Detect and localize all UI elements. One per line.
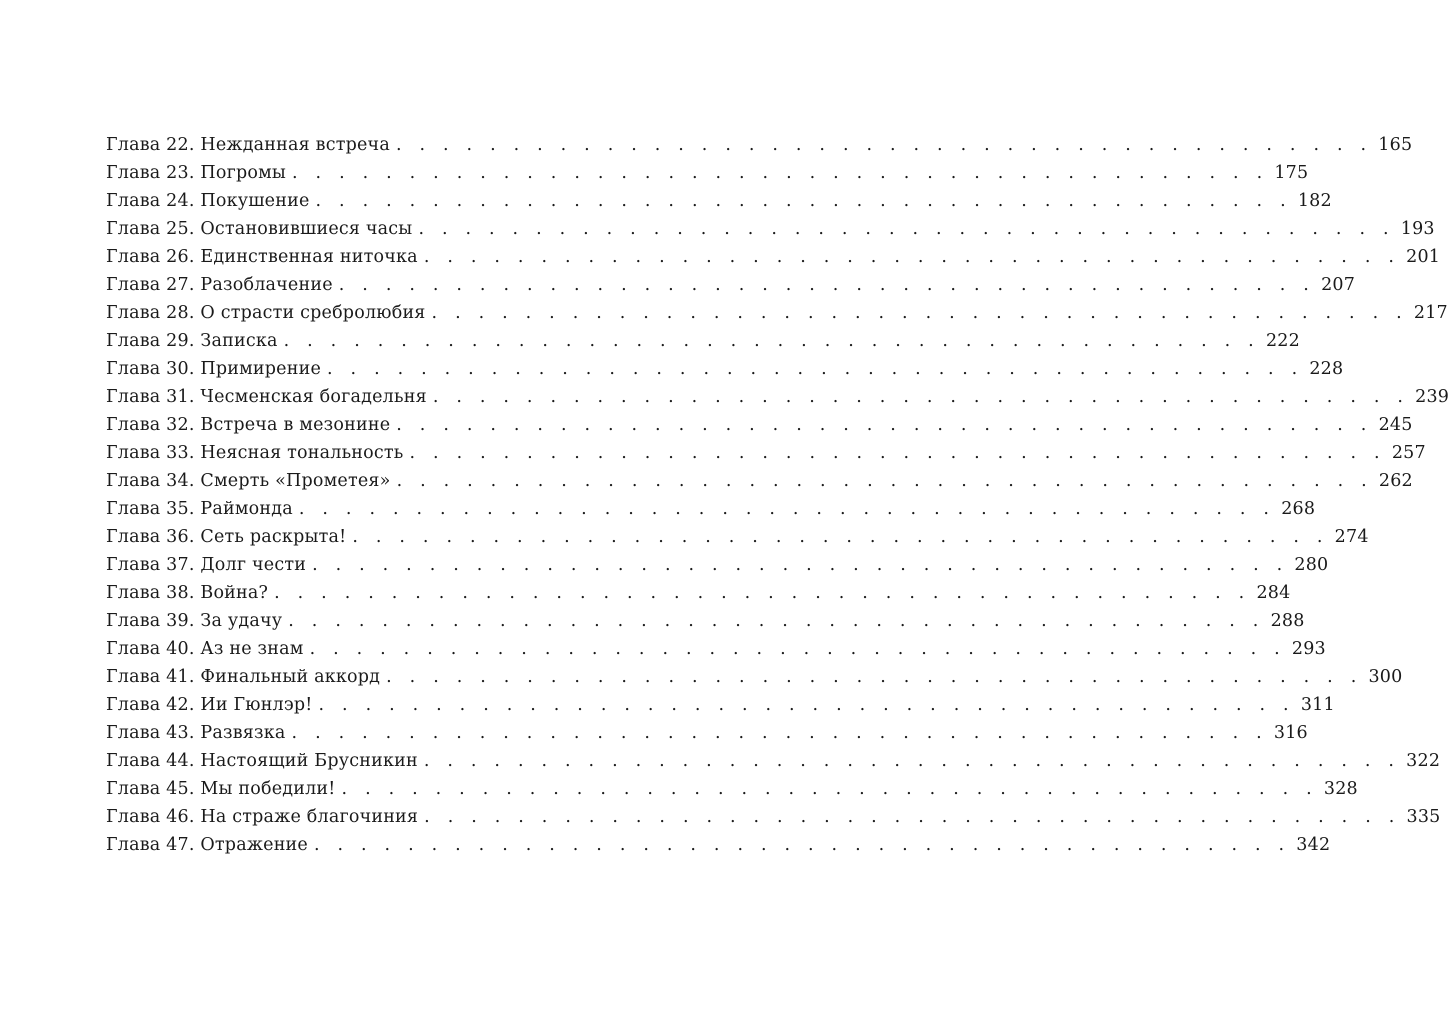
- toc-entry-page: 328: [1323, 779, 1358, 799]
- toc-entry-title: Глава 45. Мы победили!: [106, 779, 336, 799]
- dot-leader: . . . . . . . . . . . . . . . . . . . . . . . . . . . . . . . . . . . . . . . . . .: [423, 247, 1401, 267]
- toc-entry-title: Глава 30. Примирение: [106, 359, 322, 379]
- toc-entry-title: Глава 44. Настоящий Брусникин: [106, 751, 418, 771]
- toc-entry-page: 274: [1334, 527, 1369, 547]
- toc-entry-page: 217: [1413, 303, 1448, 323]
- toc-entry-page: 322: [1406, 751, 1441, 771]
- dot-leader: . . . . . . . . . . . . . . . . . . . . . . . . . . . . . . . . . . . . . . . . . .: [418, 219, 1395, 239]
- toc-entry-title: Глава 28. О страсти сребролюбия: [106, 303, 426, 323]
- toc-entry[interactable]: [106, 523, 1369, 551]
- toc-entry[interactable]: [106, 495, 1316, 523]
- toc-entry[interactable]: [106, 635, 1326, 663]
- toc-entry-page: 311: [1300, 695, 1335, 715]
- toc-entry[interactable]: [106, 831, 1331, 859]
- dot-leader: . . . . . . . . . . . . . . . . . . . . . . . . . . . . . . . . . . . . . . . . . .: [291, 723, 1268, 743]
- toc-entry-title: Глава 23. Погромы: [106, 163, 287, 183]
- dot-leader: . . . . . . . . . . . . . . . . . . . . . . . . . . . . . . . . . . . . . . . . . .: [352, 527, 1329, 547]
- toc-entry[interactable]: [106, 271, 1356, 299]
- dot-leader: . . . . . . . . . . . . . . . . . . . . . . . . . . . . . . . . . . . . . . . . . .: [315, 191, 1292, 211]
- toc-entry-title: Глава 42. Ии Гюнлэр!: [106, 695, 313, 715]
- toc-entry-page: 284: [1256, 583, 1291, 603]
- toc-entry-page: 207: [1321, 275, 1356, 295]
- dot-leader: . . . . . . . . . . . . . . . . . . . . . . . . . . . . . . . . . . . . . . . . . .: [298, 499, 1276, 519]
- toc-entry-page: 268: [1281, 499, 1316, 519]
- toc-entry-title: Глава 31. Чесменская богадельня: [106, 387, 427, 407]
- dot-leader: . . . . . . . . . . . . . . . . . . . . . . . . . . . . . . . . . . . . . . . . . .: [396, 415, 1373, 435]
- toc-entry[interactable]: [106, 747, 1441, 775]
- toc-entry-title: Глава 24. Покушение: [106, 191, 310, 211]
- toc-entry-page: 165: [1378, 135, 1413, 155]
- dot-leader: . . . . . . . . . . . . . . . . . . . . . . . . . . . . . . . . . . . . . . . . . .: [313, 835, 1291, 855]
- toc-entry-page: 193: [1400, 219, 1435, 239]
- dot-leader: . . . . . . . . . . . . . . . . . . . . . . . . . . . . . . . . . . . . . . . . . .: [396, 471, 1373, 491]
- toc-entry[interactable]: [106, 411, 1413, 439]
- toc-entry-page: 280: [1294, 555, 1329, 575]
- toc-entry-page: 335: [1406, 807, 1441, 827]
- toc-entry[interactable]: [106, 691, 1335, 719]
- toc-entry-page: 288: [1270, 611, 1305, 631]
- toc-entry-title: Глава 39. За удачу: [106, 611, 283, 631]
- toc-entry-title: Глава 41. Финальный аккорд: [106, 667, 381, 687]
- toc-entry[interactable]: [106, 299, 1448, 327]
- toc-entry-title: Глава 33. Неясная тональность: [106, 443, 404, 463]
- toc-entry-page: 182: [1297, 191, 1332, 211]
- toc-entry-page: 175: [1274, 163, 1309, 183]
- toc-entry[interactable]: [106, 355, 1344, 383]
- dot-leader: . . . . . . . . . . . . . . . . . . . . . . . . . . . . . . . . . . . . . . . . . .: [338, 275, 1316, 295]
- toc-entry[interactable]: [106, 439, 1426, 467]
- toc-entry[interactable]: [106, 803, 1441, 831]
- dot-leader: . . . . . . . . . . . . . . . . . . . . . . . . . . . . . . . . . . . . . . . . . .: [318, 695, 1295, 715]
- toc-entry-page: 300: [1368, 667, 1403, 687]
- toc-entry[interactable]: [106, 663, 1403, 691]
- toc-entry-title: Глава 36. Сеть раскрыта!: [106, 527, 347, 547]
- toc-entry[interactable]: [106, 187, 1332, 215]
- toc-entry-page: 222: [1265, 331, 1300, 351]
- dot-leader: . . . . . . . . . . . . . . . . . . . . . . . . . . . . . . . . . . . . . . . . . .: [283, 331, 1260, 351]
- dot-leader: . . . . . . . . . . . . . . . . . . . . . . . . . . . . . . . . . . . . . . . . . .: [309, 639, 1286, 659]
- toc-entry-title: Глава 34. Смерть «Прометея»: [106, 471, 391, 491]
- toc-entry[interactable]: [106, 551, 1329, 579]
- toc-entry-title: Глава 38. Война?: [106, 583, 269, 603]
- dot-leader: . . . . . . . . . . . . . . . . . . . . . . . . . . . . . . . . . . . . . . . . . .: [292, 163, 1269, 183]
- table-of-contents: [106, 131, 1449, 859]
- toc-entry-title: Глава 27. Разоблачение: [106, 275, 333, 295]
- toc-entry-title: Глава 35. Раймонда: [106, 499, 293, 519]
- toc-entry-title: Глава 25. Остановившиеся часы: [106, 219, 413, 239]
- toc-entry-page: 228: [1309, 359, 1344, 379]
- dot-leader: . . . . . . . . . . . . . . . . . . . . . . . . . . . . . . . . . . . . . . . . . .: [424, 807, 1401, 827]
- toc-entry[interactable]: [106, 719, 1308, 747]
- toc-entry[interactable]: [106, 607, 1305, 635]
- toc-entry[interactable]: [106, 243, 1441, 271]
- toc-entry-title: Глава 43. Развязка: [106, 723, 286, 743]
- toc-entry[interactable]: [106, 775, 1358, 803]
- toc-entry[interactable]: [106, 467, 1413, 495]
- toc-entry-page: 239: [1415, 387, 1449, 407]
- dot-leader: . . . . . . . . . . . . . . . . . . . . . . . . . . . . . . . . . . . . . . . . . .: [395, 135, 1373, 155]
- dot-leader: . . . . . . . . . . . . . . . . . . . . . . . . . . . . . . . . . . . . . . . . . .: [386, 667, 1363, 687]
- toc-entry-title: Глава 40. Аз не знам: [106, 639, 304, 659]
- toc-entry-page: 201: [1406, 247, 1441, 267]
- toc-entry[interactable]: [106, 159, 1309, 187]
- dot-leader: . . . . . . . . . . . . . . . . . . . . . . . . . . . . . . . . . . . . . . . . . .: [431, 303, 1408, 323]
- toc-entry-page: 257: [1391, 443, 1426, 463]
- dot-leader: . . . . . . . . . . . . . . . . . . . . . . . . . . . . . . . . . . . . . . . . . .: [432, 387, 1410, 407]
- dot-leader: . . . . . . . . . . . . . . . . . . . . . . . . . . . . . . . . . . . . . . . . . .: [409, 443, 1386, 463]
- toc-entry-title: Глава 22. Нежданная встреча: [106, 135, 390, 155]
- dot-leader: . . . . . . . . . . . . . . . . . . . . . . . . . . . . . . . . . . . . . . . . . .: [274, 583, 1251, 603]
- toc-entry-title: Глава 47. Отражение: [106, 835, 308, 855]
- toc-entry[interactable]: [106, 131, 1413, 159]
- toc-entry-page: 245: [1378, 415, 1413, 435]
- dot-leader: . . . . . . . . . . . . . . . . . . . . . . . . . . . . . . . . . . . . . . . . . .: [423, 751, 1401, 771]
- dot-leader: . . . . . . . . . . . . . . . . . . . . . . . . . . . . . . . . . . . . . . . . . .: [288, 611, 1265, 631]
- toc-entry[interactable]: [106, 215, 1435, 243]
- dot-leader: . . . . . . . . . . . . . . . . . . . . . . . . . . . . . . . . . . . . . . . . . .: [327, 359, 1304, 379]
- dot-leader: . . . . . . . . . . . . . . . . . . . . . . . . . . . . . . . . . . . . . . . . . .: [341, 779, 1318, 799]
- toc-entry-title: Глава 26. Единственная ниточка: [106, 247, 418, 267]
- toc-entry-page: 262: [1378, 471, 1413, 491]
- toc-entry-title: Глава 32. Встреча в мезонине: [106, 415, 391, 435]
- toc-entry-page: 293: [1291, 639, 1326, 659]
- toc-entry-page: 316: [1273, 723, 1308, 743]
- toc-entry-title: Глава 46. На страже благочиния: [106, 807, 419, 827]
- dot-leader: . . . . . . . . . . . . . . . . . . . . . . . . . . . . . . . . . . . . . . . . . .: [312, 555, 1289, 575]
- toc-entry[interactable]: [106, 383, 1449, 411]
- toc-entry[interactable]: [106, 327, 1300, 355]
- toc-entry-title: Глава 29. Записка: [106, 331, 278, 351]
- toc-entry-page: 342: [1296, 835, 1331, 855]
- toc-entry-title: Глава 37. Долг чести: [106, 555, 307, 575]
- toc-entry[interactable]: [106, 579, 1291, 607]
